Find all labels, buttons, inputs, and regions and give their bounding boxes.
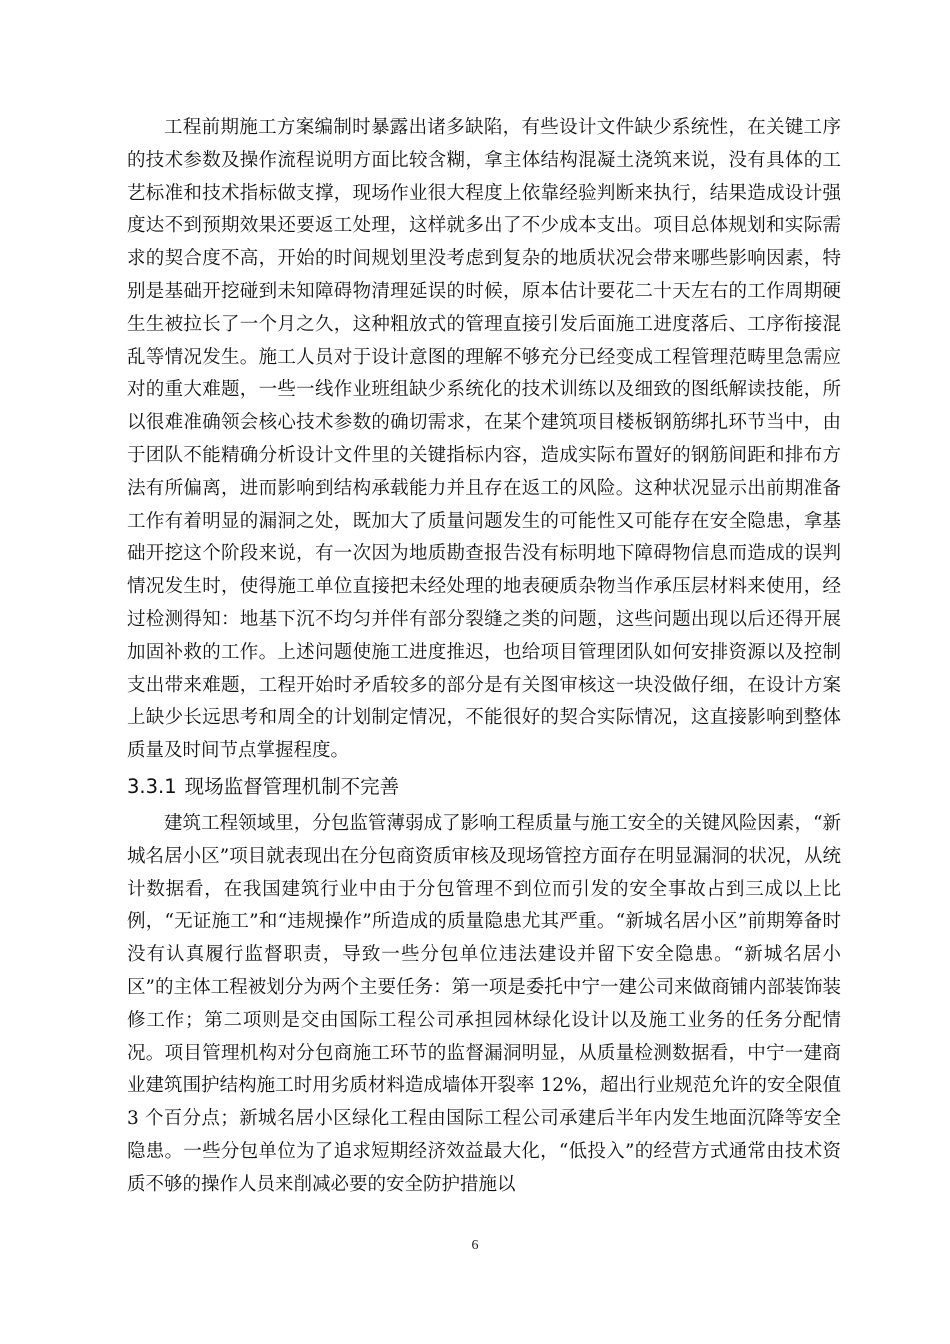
page-content bbox=[127, 112, 841, 1202]
section-title: 现场监督管理机制不完善 bbox=[184, 774, 400, 798]
section-number: 3.3.1 bbox=[127, 774, 177, 798]
body-paragraph: 建筑工程领域里，分包监管薄弱成了影响工程质量与施工安全的关键风险因素，“新城名居小区”项目就表现出在分包商资质审核及现场管控方面存在明显漏洞的状况，从统计数据看，在我国建筑行业中由于分包管理不到位而引发的安全事故占到三成以上比例，“无证施工”和“违规操作”所造成的质量隐患尤其严重。“新城名居小区”前期筹备时没有认真履行监督职责，导致一些分包单位违法建设并留下安全隐患。“新城名居小区”的主体工程被划分为两个主要任务：第一项是委托中宁一建公司来做商铺内部装饰装修工作；第二项则是交由国际工程公司承担园林绿化设计以及施工业务的任务分配情况。项目管理机构对分包商施工环节的监督漏洞明显，从质量检测数据看，中宁一建商业建筑围护结构施工时用劣质材料造成墙体开裂率 12%，超出行业规范允许的安全限值 3 个百分点；新城名居小区绿化工程由国际工程公司承建后半年内发生地面沉降等安全隐患。一些分包单位为了追求短期经济效益最大化，“低投入”的经营方式通常由技术资质不够的操作人员来削减必要的安全防护措施以 bbox=[127, 812, 841, 1195]
section-heading bbox=[127, 770, 841, 804]
page-number: 6 bbox=[471, 1238, 479, 1253]
body-paragraph: 工程前期施工方案编制时暴露出诸多缺陷，有些设计文件缺少系统性，在关键工序的技术参数及操作流程说明方面比较含糊，拿主体结构混凝土浇筑来说，没有具体的工艺标准和技术指标做支撑，现场作业很大程度上依靠经验判断来执行，结果造成设计强度达不到预期效果还要返工处理，这样就多出了不少成本支出。项目总体规划和实际需求的契合度不高，开始的时间规划里没考虑到复杂的地质状况会带来哪些影响因素，特别是基础开挖碰到未知障碍物清理延误的时候，原本估计要花二十天左右的工作周期硬生生被拉长了一个月之久，这种粗放式的管理直接引发后面施工进度落后、工序衔接混乱等情况发生。施工人员对于设计意图的理解不够充分已经变成工程管理范畴里急需应对的重大难题，一些一线作业班组缺少系统化的技术训练以及细致的图纸解读技能，所以很难准确领会核心技术参数的确切需求，在某个建筑项目楼板钢筋绑扎环节当中，由于团队不能精确分析设计文件里的关键指标内容，造成实际布置好的钢筋间距和排布方法有所偏离，进而影响到结构承载能力并且存在返工的风险。这种状况显示出前期准备工作有着明显的漏洞之处，既加大了质量问题发生的可能性又可能存在安全隐患，拿基础开挖这个阶段来说，有一次因为地质勘查报告没有标明地下障碍物信息而造成的误判情况发生时，使得施工单位直接把未经处理的地表硬质杂物当作承压层材料来使用，经过检测得知：地基下沉不均匀并伴有部分裂缝之类的问题，这些问题出现以后还得开展加固补救的工作。上述问题使施工进度推迟，也给项目管理团队如何安排资源以及控制支出带来难题，工程开始时矛盾较多的部分是有关图审核这一块没做仔细，在设计方案上缺少长远思考和周全的计划制定情况，不能很好的契合实际情况，这直接影响到整体质量及时间节点掌握程度。 bbox=[127, 117, 841, 762]
